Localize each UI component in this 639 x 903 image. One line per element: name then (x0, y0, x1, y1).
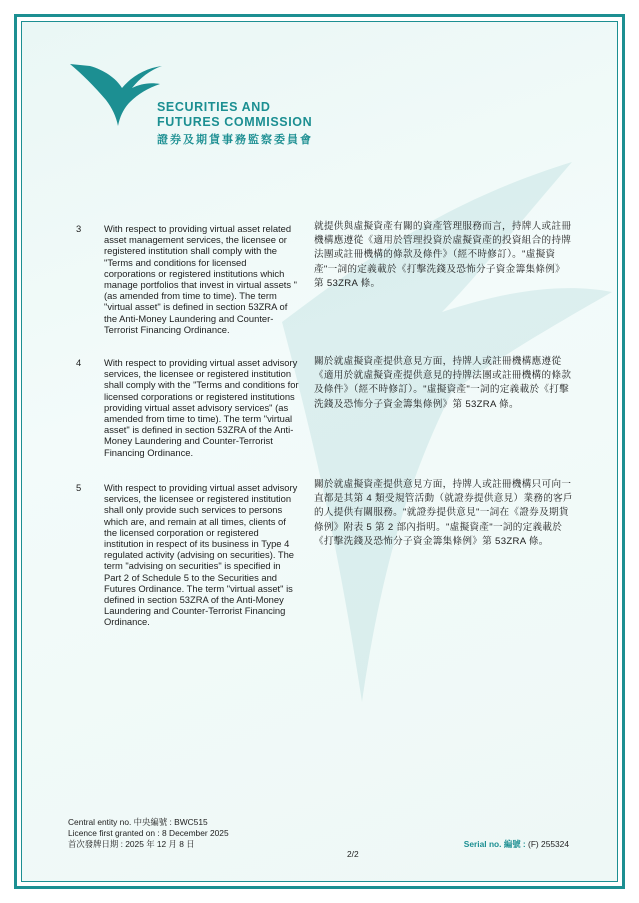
clause-english: With respect to providing virtual asset advisory services, the licensee or registered institution shall only provide such services to persons which are, and remain at all times, clients of the licensed corporation or registered institution in respect of its business in Type 4 regulated activity (advising on securities). The term "advising on securities" is specified in Part 2 of Schedule 5 to the Securities and Futures Ordinance. The term "virtual asset" is defined in section 53ZRA of the Anti-Money Laundering and Counter-Terrorist Financing Ordinance. (104, 482, 298, 628)
eagle-logo-icon (68, 60, 168, 130)
licence-granted-date-en: Licence first granted on : 8 December 2025 (68, 828, 229, 838)
clause-chinese: 就提供與虛擬資產有關的資產管理服務而言，持牌人或註冊機構應遵從《適用於管理投資於虛擬資產的投資組合的持牌法團或註冊機構的條款及條件》（經不時修訂）。"虛擬資產"一詞的定義載於《打擊洗錢及恐怖分子資金籌集條例》第 53ZRA 條。 (314, 221, 572, 289)
clause-number: 4 (76, 357, 82, 368)
clause-chinese: 關於就虛擬資產提供意見方面，持牌人或註冊機構應遵從《適用於就虛擬資產提供意見的持牌法團或註冊機構的條款及條件》（經不時修訂）。"虛擬資產"一詞的定義載於《打擊洗錢及恐怖分子資金籌集條例》第 53ZRA 條。 (314, 356, 572, 410)
page-number: 2/2 (347, 849, 359, 859)
clause-english: With respect to providing virtual asset advisory services, the licensee or registered institution shall comply with the "Terms and conditions for licensed corporations or registered institutions providing virtual asset advisory services" (as amended from time to time). The term "virtual asset" is defined in section 53ZRA of the Anti-Money Laundering and Counter-Terrorist Financing Ordinance. (104, 357, 299, 458)
central-entity-number: Central entity no. 中央編號 : BWC515 (68, 817, 208, 827)
org-name-chinese: 證券及期貨事務監察委員會 (157, 134, 313, 146)
serial-value: (F) 255324 (528, 839, 569, 849)
licence-granted-date-zh: 首次發牌日期 : 2025 年 12 月 8 日 (68, 839, 195, 849)
clause-chinese: 關於就虛擬資產提供意見方面，持牌人或註冊機構只可向一直都是其第 4 類受規管活動（就證券提供意見）業務的客戶的人提供有關服務。"就證券提供意見"一詞在《證券及期貨條例》附表 5 第 2 部內指明。"虛擬資產"一詞的定義載於《打擊洗錢及恐怖分子資金籌集條例》第 53ZRA 條。 (314, 479, 573, 547)
clause-number: 5 (76, 482, 82, 493)
serial-number (464, 838, 569, 850)
clause-english: With respect to providing virtual asset related asset management services, the licensee or registered institution shall comply with the "Terms and conditions for licensed corporations or registered institutions which manage portfolios that invest in virtual assets " (as amended from time to time). The term "virtual asset" is defined in section 53ZRA of the Anti-Money Laundering and Counter-Terrorist Financing Ordinance. (104, 223, 298, 335)
serial-label: Serial no. 編號 : (463, 839, 526, 849)
clause-number: 3 (76, 223, 82, 234)
org-name-line1: SECURITIES AND (157, 100, 271, 114)
org-name-line2: FUTURES COMMISSION (157, 115, 313, 129)
